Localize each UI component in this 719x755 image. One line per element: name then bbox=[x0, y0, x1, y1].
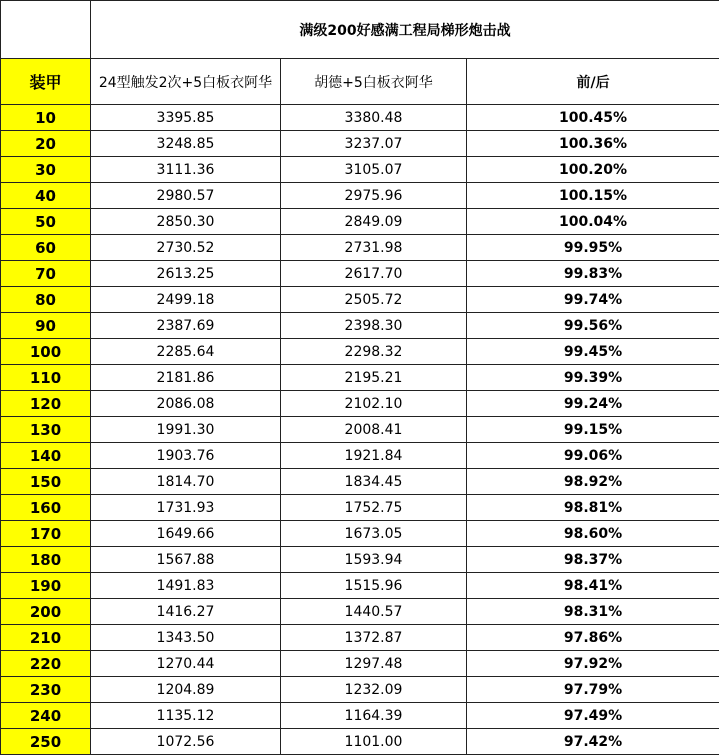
table-row bbox=[1, 625, 719, 651]
ratio-cell[interactable]: 99.45% bbox=[467, 339, 719, 365]
table-row bbox=[1, 599, 719, 625]
value-b-cell[interactable]: 1440.57 bbox=[281, 599, 467, 625]
table-row bbox=[1, 547, 719, 573]
armor-cell[interactable]: 50 bbox=[1, 209, 91, 235]
value-a-cell[interactable]: 2086.08 bbox=[91, 391, 281, 417]
value-b-cell[interactable]: 1752.75 bbox=[281, 495, 467, 521]
value-a-cell[interactable]: 2181.86 bbox=[91, 365, 281, 391]
armor-cell[interactable]: 30 bbox=[1, 157, 91, 183]
value-b-cell[interactable]: 1101.00 bbox=[281, 729, 467, 755]
value-a-cell[interactable]: 1814.70 bbox=[91, 469, 281, 495]
ratio-cell[interactable]: 100.15% bbox=[467, 183, 719, 209]
armor-cell[interactable]: 240 bbox=[1, 703, 91, 729]
ratio-cell[interactable]: 98.81% bbox=[467, 495, 719, 521]
value-b-cell[interactable]: 3237.07 bbox=[281, 131, 467, 157]
armor-cell[interactable]: 60 bbox=[1, 235, 91, 261]
ratio-cell[interactable]: 99.56% bbox=[467, 313, 719, 339]
value-b-cell[interactable]: 2617.70 bbox=[281, 261, 467, 287]
value-b-cell[interactable]: 2102.10 bbox=[281, 391, 467, 417]
table-row bbox=[1, 183, 719, 209]
value-a-cell[interactable]: 1731.93 bbox=[91, 495, 281, 521]
armor-cell[interactable]: 120 bbox=[1, 391, 91, 417]
value-a-cell[interactable]: 2613.25 bbox=[91, 261, 281, 287]
value-b-cell[interactable]: 1297.48 bbox=[281, 651, 467, 677]
table-title[interactable]: 满级200好感满工程局梯形炮击战 bbox=[91, 1, 719, 59]
value-a-cell[interactable]: 1649.66 bbox=[91, 521, 281, 547]
value-a-cell[interactable]: 1270.44 bbox=[91, 651, 281, 677]
value-b-cell[interactable]: 1372.87 bbox=[281, 625, 467, 651]
value-b-cell[interactable]: 1232.09 bbox=[281, 677, 467, 703]
ratio-cell[interactable]: 100.20% bbox=[467, 157, 719, 183]
ratio-cell[interactable]: 98.60% bbox=[467, 521, 719, 547]
table-row bbox=[1, 365, 719, 391]
table-row bbox=[1, 469, 719, 495]
value-b-cell[interactable]: 2849.09 bbox=[281, 209, 467, 235]
table-row bbox=[1, 339, 719, 365]
value-a-cell[interactable]: 1491.83 bbox=[91, 573, 281, 599]
value-a-cell[interactable]: 2850.30 bbox=[91, 209, 281, 235]
ratio-cell[interactable]: 99.95% bbox=[467, 235, 719, 261]
table-body bbox=[1, 1, 719, 755]
armor-cell[interactable]: 170 bbox=[1, 521, 91, 547]
value-a-cell[interactable]: 2730.52 bbox=[91, 235, 281, 261]
value-b-cell[interactable]: 2008.41 bbox=[281, 417, 467, 443]
armor-cell[interactable]: 150 bbox=[1, 469, 91, 495]
title-row bbox=[1, 1, 719, 59]
table-row bbox=[1, 391, 719, 417]
value-b-cell[interactable]: 1164.39 bbox=[281, 703, 467, 729]
table-row bbox=[1, 443, 719, 469]
armor-cell[interactable]: 230 bbox=[1, 677, 91, 703]
armor-cell[interactable]: 40 bbox=[1, 183, 91, 209]
value-b-cell[interactable]: 2298.32 bbox=[281, 339, 467, 365]
ratio-cell[interactable]: 97.86% bbox=[467, 625, 719, 651]
header-armor[interactable]: 装甲 bbox=[1, 59, 91, 105]
value-b-cell[interactable]: 1515.96 bbox=[281, 573, 467, 599]
value-b-cell[interactable]: 1593.94 bbox=[281, 547, 467, 573]
armor-cell[interactable]: 180 bbox=[1, 547, 91, 573]
table-row bbox=[1, 651, 719, 677]
armor-cell[interactable]: 110 bbox=[1, 365, 91, 391]
ratio-cell[interactable]: 98.41% bbox=[467, 573, 719, 599]
value-b-cell[interactable]: 1834.45 bbox=[281, 469, 467, 495]
ratio-cell[interactable]: 98.31% bbox=[467, 599, 719, 625]
value-a-cell[interactable]: 1204.89 bbox=[91, 677, 281, 703]
header-col-b[interactable]: 胡德+5白板衣阿华 bbox=[281, 59, 467, 105]
ratio-cell[interactable]: 97.49% bbox=[467, 703, 719, 729]
armor-cell[interactable]: 130 bbox=[1, 417, 91, 443]
corner-cell[interactable] bbox=[1, 1, 91, 59]
table-row bbox=[1, 495, 719, 521]
armor-cell[interactable]: 190 bbox=[1, 573, 91, 599]
table-row bbox=[1, 235, 719, 261]
table-row bbox=[1, 677, 719, 703]
value-b-cell[interactable]: 2398.30 bbox=[281, 313, 467, 339]
table-row bbox=[1, 105, 719, 131]
table-row bbox=[1, 157, 719, 183]
value-a-cell[interactable]: 2387.69 bbox=[91, 313, 281, 339]
armor-cell[interactable]: 140 bbox=[1, 443, 91, 469]
armor-cell[interactable]: 20 bbox=[1, 131, 91, 157]
table-row bbox=[1, 729, 719, 755]
ratio-cell[interactable]: 97.79% bbox=[467, 677, 719, 703]
value-a-cell[interactable]: 3395.85 bbox=[91, 105, 281, 131]
value-b-cell[interactable]: 2505.72 bbox=[281, 287, 467, 313]
value-b-cell[interactable]: 1673.05 bbox=[281, 521, 467, 547]
ratio-cell[interactable]: 99.39% bbox=[467, 365, 719, 391]
table-row bbox=[1, 521, 719, 547]
value-b-cell[interactable]: 2731.98 bbox=[281, 235, 467, 261]
value-a-cell[interactable]: 2285.64 bbox=[91, 339, 281, 365]
armor-cell[interactable]: 10 bbox=[1, 105, 91, 131]
armor-cell[interactable]: 200 bbox=[1, 599, 91, 625]
value-a-cell[interactable]: 1072.56 bbox=[91, 729, 281, 755]
value-a-cell[interactable]: 2499.18 bbox=[91, 287, 281, 313]
value-a-cell[interactable]: 3248.85 bbox=[91, 131, 281, 157]
value-b-cell[interactable]: 2195.21 bbox=[281, 365, 467, 391]
table-row bbox=[1, 261, 719, 287]
ratio-cell[interactable]: 98.37% bbox=[467, 547, 719, 573]
armor-cell[interactable]: 210 bbox=[1, 625, 91, 651]
armor-cell[interactable]: 100 bbox=[1, 339, 91, 365]
ratio-cell[interactable]: 100.45% bbox=[467, 105, 719, 131]
value-a-cell[interactable]: 1991.30 bbox=[91, 417, 281, 443]
value-a-cell[interactable]: 1343.50 bbox=[91, 625, 281, 651]
armor-cell[interactable]: 80 bbox=[1, 287, 91, 313]
value-b-cell[interactable]: 3105.07 bbox=[281, 157, 467, 183]
value-a-cell[interactable]: 1567.88 bbox=[91, 547, 281, 573]
value-b-cell[interactable]: 3380.48 bbox=[281, 105, 467, 131]
table-row bbox=[1, 209, 719, 235]
table-row bbox=[1, 313, 719, 339]
table-row bbox=[1, 131, 719, 157]
armor-cell[interactable]: 90 bbox=[1, 313, 91, 339]
ratio-cell[interactable]: 100.36% bbox=[467, 131, 719, 157]
armor-cell[interactable]: 250 bbox=[1, 729, 91, 755]
value-a-cell[interactable]: 2980.57 bbox=[91, 183, 281, 209]
value-b-cell[interactable]: 1921.84 bbox=[281, 443, 467, 469]
header-col-a[interactable]: 24型触发2次+5白板衣阿华 bbox=[91, 59, 281, 105]
ratio-cell[interactable]: 99.15% bbox=[467, 417, 719, 443]
ratio-cell[interactable]: 99.83% bbox=[467, 261, 719, 287]
header-row bbox=[1, 59, 719, 105]
ratio-cell[interactable]: 98.92% bbox=[467, 469, 719, 495]
value-a-cell[interactable]: 1135.12 bbox=[91, 703, 281, 729]
table-row bbox=[1, 703, 719, 729]
armor-cell[interactable]: 160 bbox=[1, 495, 91, 521]
ratio-cell[interactable]: 99.06% bbox=[467, 443, 719, 469]
table-row bbox=[1, 573, 719, 599]
ratio-cell[interactable]: 100.04% bbox=[467, 209, 719, 235]
header-ratio[interactable]: 前/后 bbox=[467, 59, 719, 105]
value-a-cell[interactable]: 1903.76 bbox=[91, 443, 281, 469]
table-row bbox=[1, 287, 719, 313]
ratio-cell[interactable]: 97.92% bbox=[467, 651, 719, 677]
table-row bbox=[1, 417, 719, 443]
value-b-cell[interactable]: 2975.96 bbox=[281, 183, 467, 209]
value-a-cell[interactable]: 3111.36 bbox=[91, 157, 281, 183]
value-a-cell[interactable]: 1416.27 bbox=[91, 599, 281, 625]
ratio-cell[interactable]: 97.42% bbox=[467, 729, 719, 755]
armor-cell[interactable]: 220 bbox=[1, 651, 91, 677]
ratio-cell[interactable]: 99.24% bbox=[467, 391, 719, 417]
ratio-cell[interactable]: 99.74% bbox=[467, 287, 719, 313]
armor-cell[interactable]: 70 bbox=[1, 261, 91, 287]
